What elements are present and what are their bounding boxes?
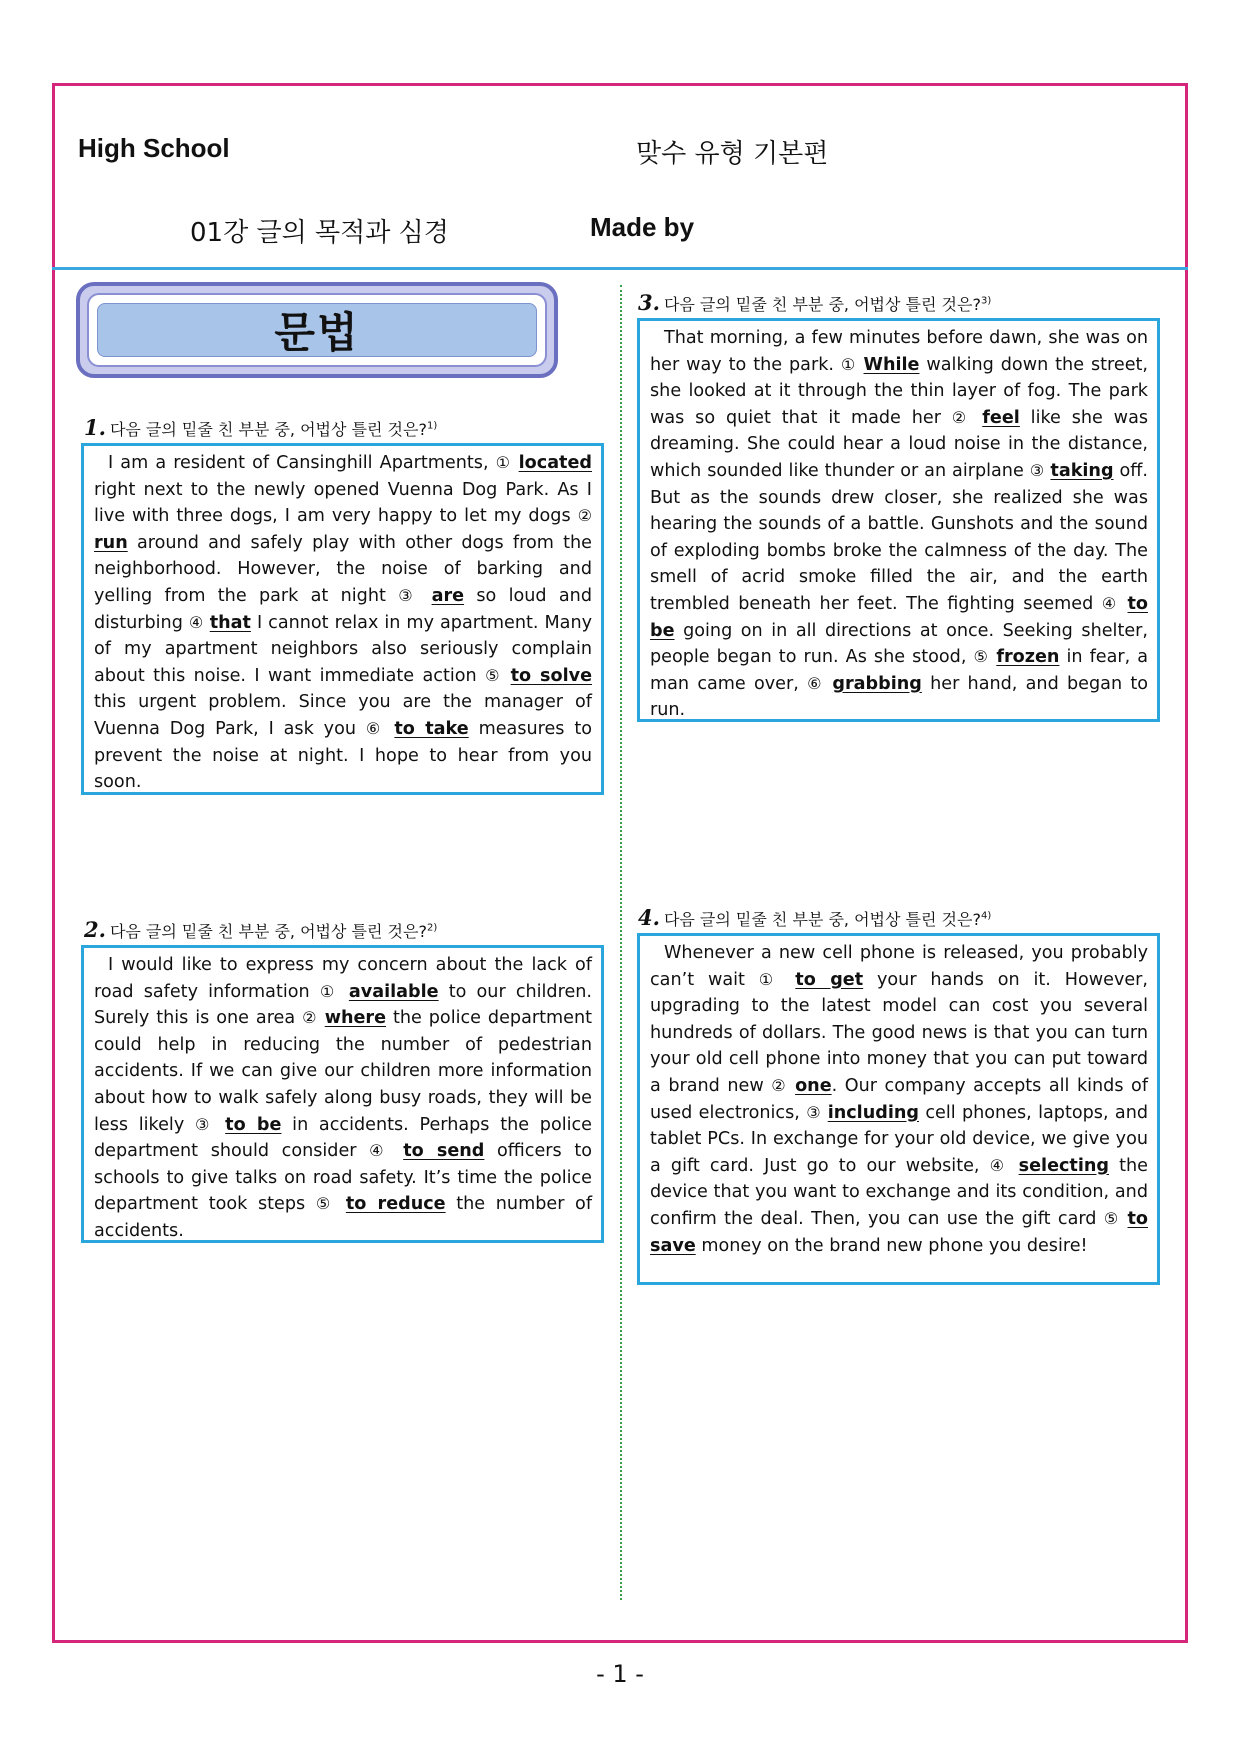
choice-marker: ⑤ (973, 647, 990, 667)
passage-text (512, 453, 519, 473)
choice-marker: ⑥ (807, 673, 825, 693)
passage-text: officers to schools to give talks on road safety. It’s time the police department took steps (94, 1141, 592, 1215)
underlined-choice: taking (1050, 460, 1114, 481)
underlined-choice: where (324, 1008, 387, 1029)
underlined-choice: feel (982, 407, 1020, 428)
passage-text (214, 1115, 225, 1135)
passage-text: off. But as the sounds drew closer, she realized she was hearing the sounds of a battle. Gunshots and the sound of exploding bombs broke the calmness of the day. The smell of acrid smoke filled the air, and the earth trembled beneath her feet. The fighting seemed (650, 460, 1148, 614)
passage-text (1009, 1156, 1019, 1176)
choice-marker: ⑤ (1103, 1208, 1121, 1228)
passage-text: around and safely play with other dogs from the neighborhood. However, the noise of barking and yelling from the park at night (94, 532, 592, 606)
underlined-choice: to take (394, 718, 469, 739)
choice-marker: ⑥ (365, 718, 385, 738)
choice-marker: ② (771, 1075, 788, 1095)
passage-text (971, 408, 982, 428)
footnote-marker: 2) (426, 922, 438, 934)
series-title: 맞수 유형 기본편 (636, 139, 829, 169)
choice-marker: ② (951, 407, 972, 427)
passage-text (1119, 594, 1128, 614)
underlined-choice: are (431, 585, 465, 606)
passage-text: That morning, a few minutes before dawn, she was on her way to the park. (650, 328, 1148, 375)
question-1-title (84, 415, 437, 440)
passage-text: to our children. Surely this is one area (94, 981, 593, 1029)
passage-text: the police department could help in reducing the number of pedestrian accidents. If we can give our children more information about how to walk safely along busy roads, they will be less likely (94, 1008, 592, 1135)
passage-text: the number of accidents. (94, 1194, 593, 1241)
passage-text: I am a resident of Cansinghill Apartments, (108, 453, 496, 473)
underlined-choice: to be (225, 1114, 282, 1135)
underlined-choice: to be (650, 593, 1148, 641)
question-4-passage (637, 933, 1160, 1285)
header-divider (52, 267, 1188, 270)
question-4-title (638, 905, 991, 930)
question-3-title (638, 290, 991, 315)
question-prompt: 다음 글의 밑줄 친 부분 중, 어법상 틀린 것은? (109, 420, 427, 439)
choice-marker: ⑤ (485, 665, 503, 685)
question-number: 3. (638, 290, 660, 315)
passage-text: walking down the street, she looked at it through the thin layer of fog. The park was so quiet that it made her (650, 354, 1149, 428)
question-1-passage (81, 443, 604, 795)
question-prompt: 다음 글의 밑줄 친 부분 중, 어법상 틀린 것은? (663, 295, 981, 314)
underlined-choice: to reduce (345, 1194, 446, 1215)
underlined-choice: run (94, 532, 128, 553)
passage-text (384, 719, 394, 739)
passage-text: your hands on it. However, upgrading to the latest model can cost you several hundreds of dollars. The good news is that you can turn your old cell phone into money that you can put toward a brand new (650, 969, 1149, 1096)
passage-text: this urgent problem. Since you are the manager of Vuenna Dog Park, I ask you (94, 692, 592, 739)
question-number: 2. (84, 917, 106, 942)
question-prompt: 다음 글의 밑줄 친 부분 중, 어법상 틀린 것은? (663, 910, 981, 929)
underlined-choice: frozen (996, 647, 1060, 668)
passage-text (318, 1008, 325, 1028)
passage-text (788, 1076, 796, 1096)
underlined-choice: to solve (510, 665, 592, 686)
choice-marker: ① (758, 969, 782, 989)
passage-text: going on in all directions at once. Seeking shelter, people began to run. As she stood, (650, 620, 1148, 668)
choice-marker: ③ (1029, 460, 1045, 480)
school-label: High School (78, 133, 230, 163)
underlined-choice: grabbing (832, 673, 922, 694)
underlined-choice: one (795, 1075, 832, 1096)
passage-text: . Our company accepts all kinds of used electronics, (650, 1075, 1149, 1123)
footnote-marker: 3) (980, 295, 992, 307)
question-prompt: 다음 글의 밑줄 친 부분 중, 어법상 틀린 것은? (109, 922, 427, 941)
passage-text: in accidents. Perhaps the police department should consider (94, 1114, 592, 1162)
choice-marker: ③ (398, 585, 420, 605)
passage-text (1120, 1209, 1127, 1229)
underlined-choice: to save (650, 1208, 1149, 1256)
footnote-marker: 1) (426, 420, 438, 432)
passage-text: measures to prevent the noise at night. I hope to hear from you soon. (94, 718, 593, 793)
passage-text (419, 586, 431, 606)
choice-marker: ④ (188, 612, 204, 632)
made-by-label: Made by (590, 212, 695, 242)
passage-text (781, 970, 795, 990)
footnote-marker: 4) (980, 910, 992, 922)
question-2-passage (81, 945, 604, 1243)
choice-marker: ④ (989, 1155, 1009, 1175)
choice-marker: ③ (806, 1102, 822, 1122)
column-divider (620, 285, 622, 1600)
passage-text: in fear, a man came over, (650, 647, 1149, 694)
question-3-passage (637, 318, 1160, 722)
question-2-title (84, 917, 437, 942)
lesson-title: 01강 글의 목적과 심경 (190, 218, 449, 248)
passage-text: money on the brand new phone you desire! (695, 1235, 1088, 1256)
choice-marker: ① (319, 981, 339, 1001)
choice-marker: ① (495, 453, 512, 472)
passage-text: I cannot relax in my apartment. Many of my apartment neighbors also seriously complain about this noise. I want immediate action (94, 612, 593, 686)
choice-marker: ② (577, 506, 592, 526)
underlined-choice: that (209, 612, 251, 633)
question-number: 4. (638, 905, 660, 930)
underlined-choice: While (863, 354, 920, 375)
choice-marker: ② (302, 1008, 318, 1028)
choice-marker: ③ (194, 1114, 215, 1134)
passage-text: Whenever a new cell phone is released, you probably can’t wait (650, 943, 1148, 990)
section-banner (76, 282, 558, 378)
passage-text (857, 355, 864, 375)
passage-text (339, 982, 349, 1002)
choice-marker: ⑤ (315, 1194, 336, 1214)
passage-text: cell phones, laptops, and tablet PCs. In exchange for your old device, we give you a gift card. Just go to our website, (650, 1102, 1149, 1176)
page-number: - 1 - (596, 1660, 644, 1688)
choice-marker: ④ (1101, 593, 1119, 613)
underlined-choice: including (827, 1102, 919, 1123)
passage-text: like she was dreaming. She could hear a loud noise in the distance, which sounded like thunder or an airplane (650, 407, 1149, 481)
underlined-choice: to get (795, 969, 864, 990)
section-banner-label: 문법 (97, 303, 537, 357)
passage-text: her hand, and began to run. (650, 673, 1149, 721)
underlined-choice: located (518, 453, 592, 473)
choice-marker: ① (840, 354, 857, 374)
passage-text: right next to the newly opened Vuenna Dog Park. As I live with three dogs, I am very happy to let my dogs (94, 479, 592, 527)
underlined-choice: available (348, 981, 439, 1002)
passage-text (502, 666, 510, 686)
question-number: 1. (84, 415, 106, 440)
passage-text: I would like to express my concern about the lack of road safety information (94, 955, 592, 1002)
passage-text: the device that you want to exchange and its condition, and confirm the deal. Then, you can use the gift card (650, 1155, 1148, 1229)
passage-text (391, 1141, 404, 1161)
underlined-choice: to send (403, 1141, 485, 1162)
passage-text (335, 1194, 346, 1214)
underlined-choice: selecting (1018, 1155, 1109, 1176)
passage-text: so loud and disturbing (94, 585, 592, 633)
choice-marker: ④ (369, 1141, 391, 1161)
